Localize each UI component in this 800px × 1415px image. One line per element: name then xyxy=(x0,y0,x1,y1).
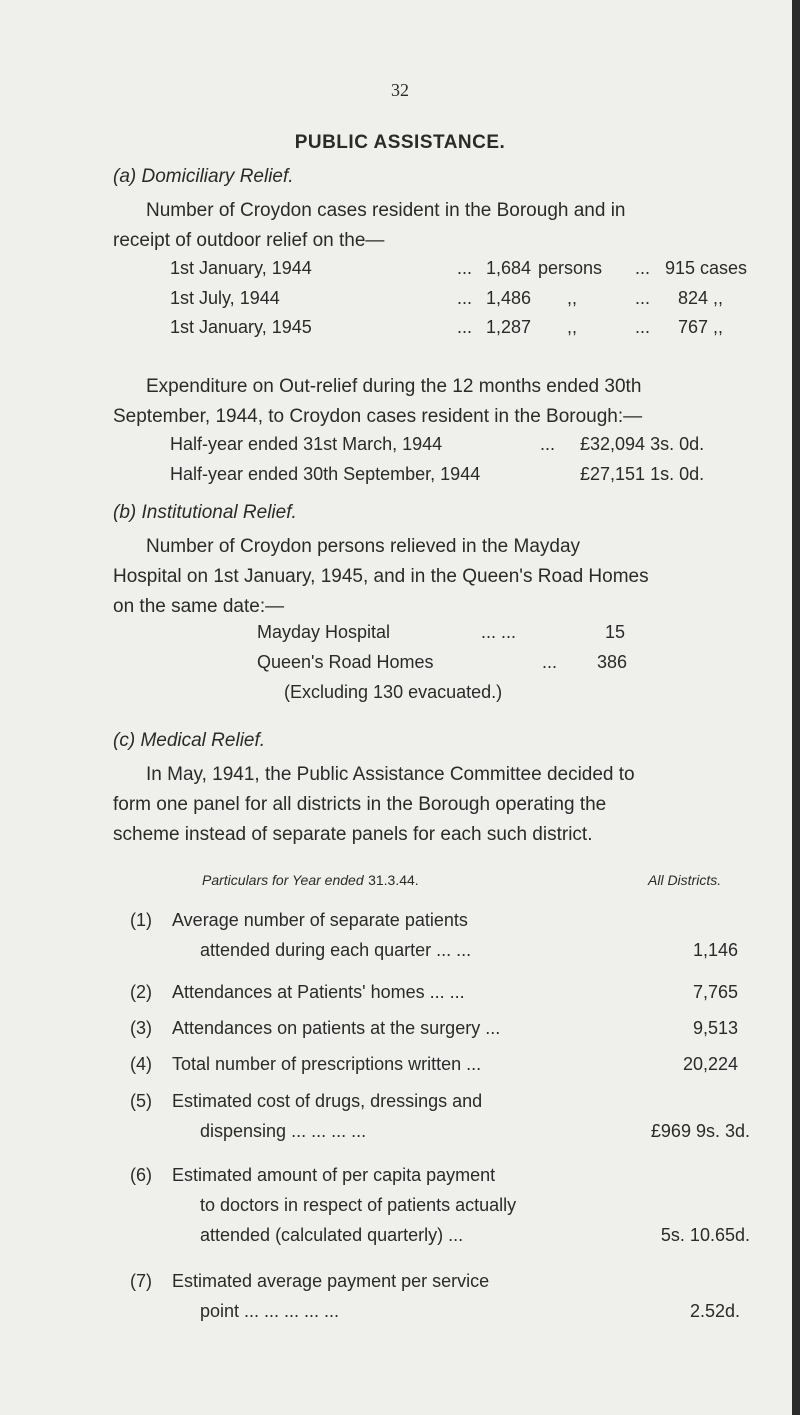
dom-row-dots: ... xyxy=(457,317,473,337)
medical-item-line: attended during each quarter ... ... xyxy=(200,940,472,960)
expenditure-label: Half-year ended 31st March, 1944 xyxy=(170,434,443,454)
medical-item-line: to doctors in respect of patients actually xyxy=(200,1195,517,1215)
dom-row-dots: ... xyxy=(457,258,473,278)
section-a-heading xyxy=(113,166,294,188)
expenditure-amount: £32,094 3s. 0d. xyxy=(580,434,705,454)
dom-row-dots: ... xyxy=(457,288,473,308)
medical-line1: In May, 1941, the Public Assistance Committee decided to xyxy=(146,764,635,785)
dom-row-unit: ,, xyxy=(567,317,578,337)
medical-col-right-header: All Districts. xyxy=(648,872,722,888)
medical-item-line: point ... ... ... ... ... xyxy=(200,1301,340,1321)
institution-value: 386 xyxy=(597,652,628,672)
page-edge-shadow xyxy=(792,0,800,1415)
dom-row-persons: 1,287 xyxy=(486,317,532,337)
medical-item-value: £969 9s. 3d. xyxy=(650,1121,750,1141)
institutional-line3: on the same date:— xyxy=(113,596,285,617)
institution-label: Mayday Hospital xyxy=(257,622,391,642)
dom-row-persons: 1,486 xyxy=(486,288,532,308)
medical-item-line: attended (calculated quarterly) ... xyxy=(200,1225,464,1245)
institution-note: (Excluding 130 evacuated.) xyxy=(284,682,503,702)
page-number: 32 xyxy=(391,80,409,100)
expenditure-amount: £27,151 1s. 0d. xyxy=(580,464,705,484)
institution-dots: ... xyxy=(542,652,558,672)
institution-dots: ... ... xyxy=(481,622,517,642)
medical-item-number: (6) xyxy=(130,1165,152,1185)
dom-row-cases: 767 ,, xyxy=(678,317,724,337)
dom-row-cases: 915 cases xyxy=(665,258,748,278)
institution-label: Queen's Road Homes xyxy=(257,652,434,672)
dom-row-persons: 1,684 xyxy=(486,258,532,278)
medical-line3: scheme instead of separate panels for each such district. xyxy=(113,824,593,845)
medical-item-line: Attendances at Patients' homes ... ... xyxy=(172,982,465,1002)
medical-item-number: (7) xyxy=(130,1271,152,1291)
dom-row-date: 1st January, 1944 xyxy=(170,258,312,278)
dom-row-unit: ,, xyxy=(567,288,578,308)
medical-item-line: Total number of prescriptions written ... xyxy=(172,1054,482,1074)
medical-item-number: (3) xyxy=(130,1018,152,1038)
medical-item-value: 9,513 xyxy=(692,1018,738,1038)
medical-item-line: Average number of separate patients xyxy=(172,910,468,930)
section-b-prefix: (b) xyxy=(113,502,137,523)
dom-row-dots: ... xyxy=(635,258,651,278)
dom-row-date: 1st January, 1945 xyxy=(170,317,312,337)
institution-value: 15 xyxy=(605,622,626,642)
institutional-line1: Number of Croydon persons relieved in the Mayday xyxy=(146,536,581,557)
institutional-line2: Hospital on 1st January, 1945, and in the Queen's Road Homes xyxy=(113,566,649,587)
medical-item-line: Estimated amount of per capita payment xyxy=(172,1165,496,1185)
section-c-prefix: (c) xyxy=(113,730,136,751)
section-a-prefix: (a) xyxy=(113,166,137,187)
medical-item-line: Estimated average payment per service xyxy=(172,1271,490,1291)
dom-row-dots: ... xyxy=(635,288,651,308)
medical-item-value: 5s. 10.65d. xyxy=(660,1225,750,1245)
medical-item-line: Estimated cost of drugs, dressings and xyxy=(172,1091,483,1111)
medical-item-line: dispensing ... ... ... ... xyxy=(200,1121,367,1141)
medical-line2: form one panel for all districts in the Borough operating the xyxy=(113,794,607,815)
dom-row-cases: 824 ,, xyxy=(678,288,724,308)
section-b-heading xyxy=(113,502,297,524)
medical-item-number: (4) xyxy=(130,1054,152,1074)
medical-item-value: 2.52d. xyxy=(689,1301,740,1321)
expenditure-label: Half-year ended 30th September, 1944 xyxy=(170,464,481,484)
medical-item-number: (1) xyxy=(130,910,152,930)
medical-col-left-header xyxy=(202,872,419,890)
expenditure-line1: Expenditure on Out-relief during the 12 months ended 30th xyxy=(146,376,642,397)
expenditure-line2: September, 1944, to Croydon cases resident in the Borough:— xyxy=(113,406,643,427)
dom-row-dots: ... xyxy=(635,317,651,337)
dom-row-date: 1st July, 1944 xyxy=(170,288,280,308)
medical-item-value: 7,765 xyxy=(692,982,738,1002)
medical-item-line: Attendances on patients at the surgery ... xyxy=(172,1018,501,1038)
page-title: PUBLIC ASSISTANCE. xyxy=(294,132,506,153)
expenditure-dots: ... xyxy=(540,434,556,454)
section-b-title: Institutional Relief. xyxy=(141,502,297,523)
dom-row-unit: persons xyxy=(538,258,603,278)
medical-item-value: 1,146 xyxy=(692,940,738,960)
section-c-heading xyxy=(113,730,265,752)
section-a-title: Domiciliary Relief. xyxy=(141,166,294,187)
medical-col-left-date: 31.3.44. xyxy=(368,872,419,888)
domiciliary-intro-line2: receipt of outdoor relief on the— xyxy=(113,230,385,251)
medical-item-number: (5) xyxy=(130,1091,152,1111)
medical-item-value: 20,224 xyxy=(682,1054,738,1074)
medical-item-number: (2) xyxy=(130,982,152,1002)
section-c-title: Medical Relief. xyxy=(140,730,266,751)
medical-col-left-italic: Particulars for Year ended xyxy=(202,872,364,888)
domiciliary-intro-line1: Number of Croydon cases resident in the Borough and in xyxy=(146,200,626,221)
